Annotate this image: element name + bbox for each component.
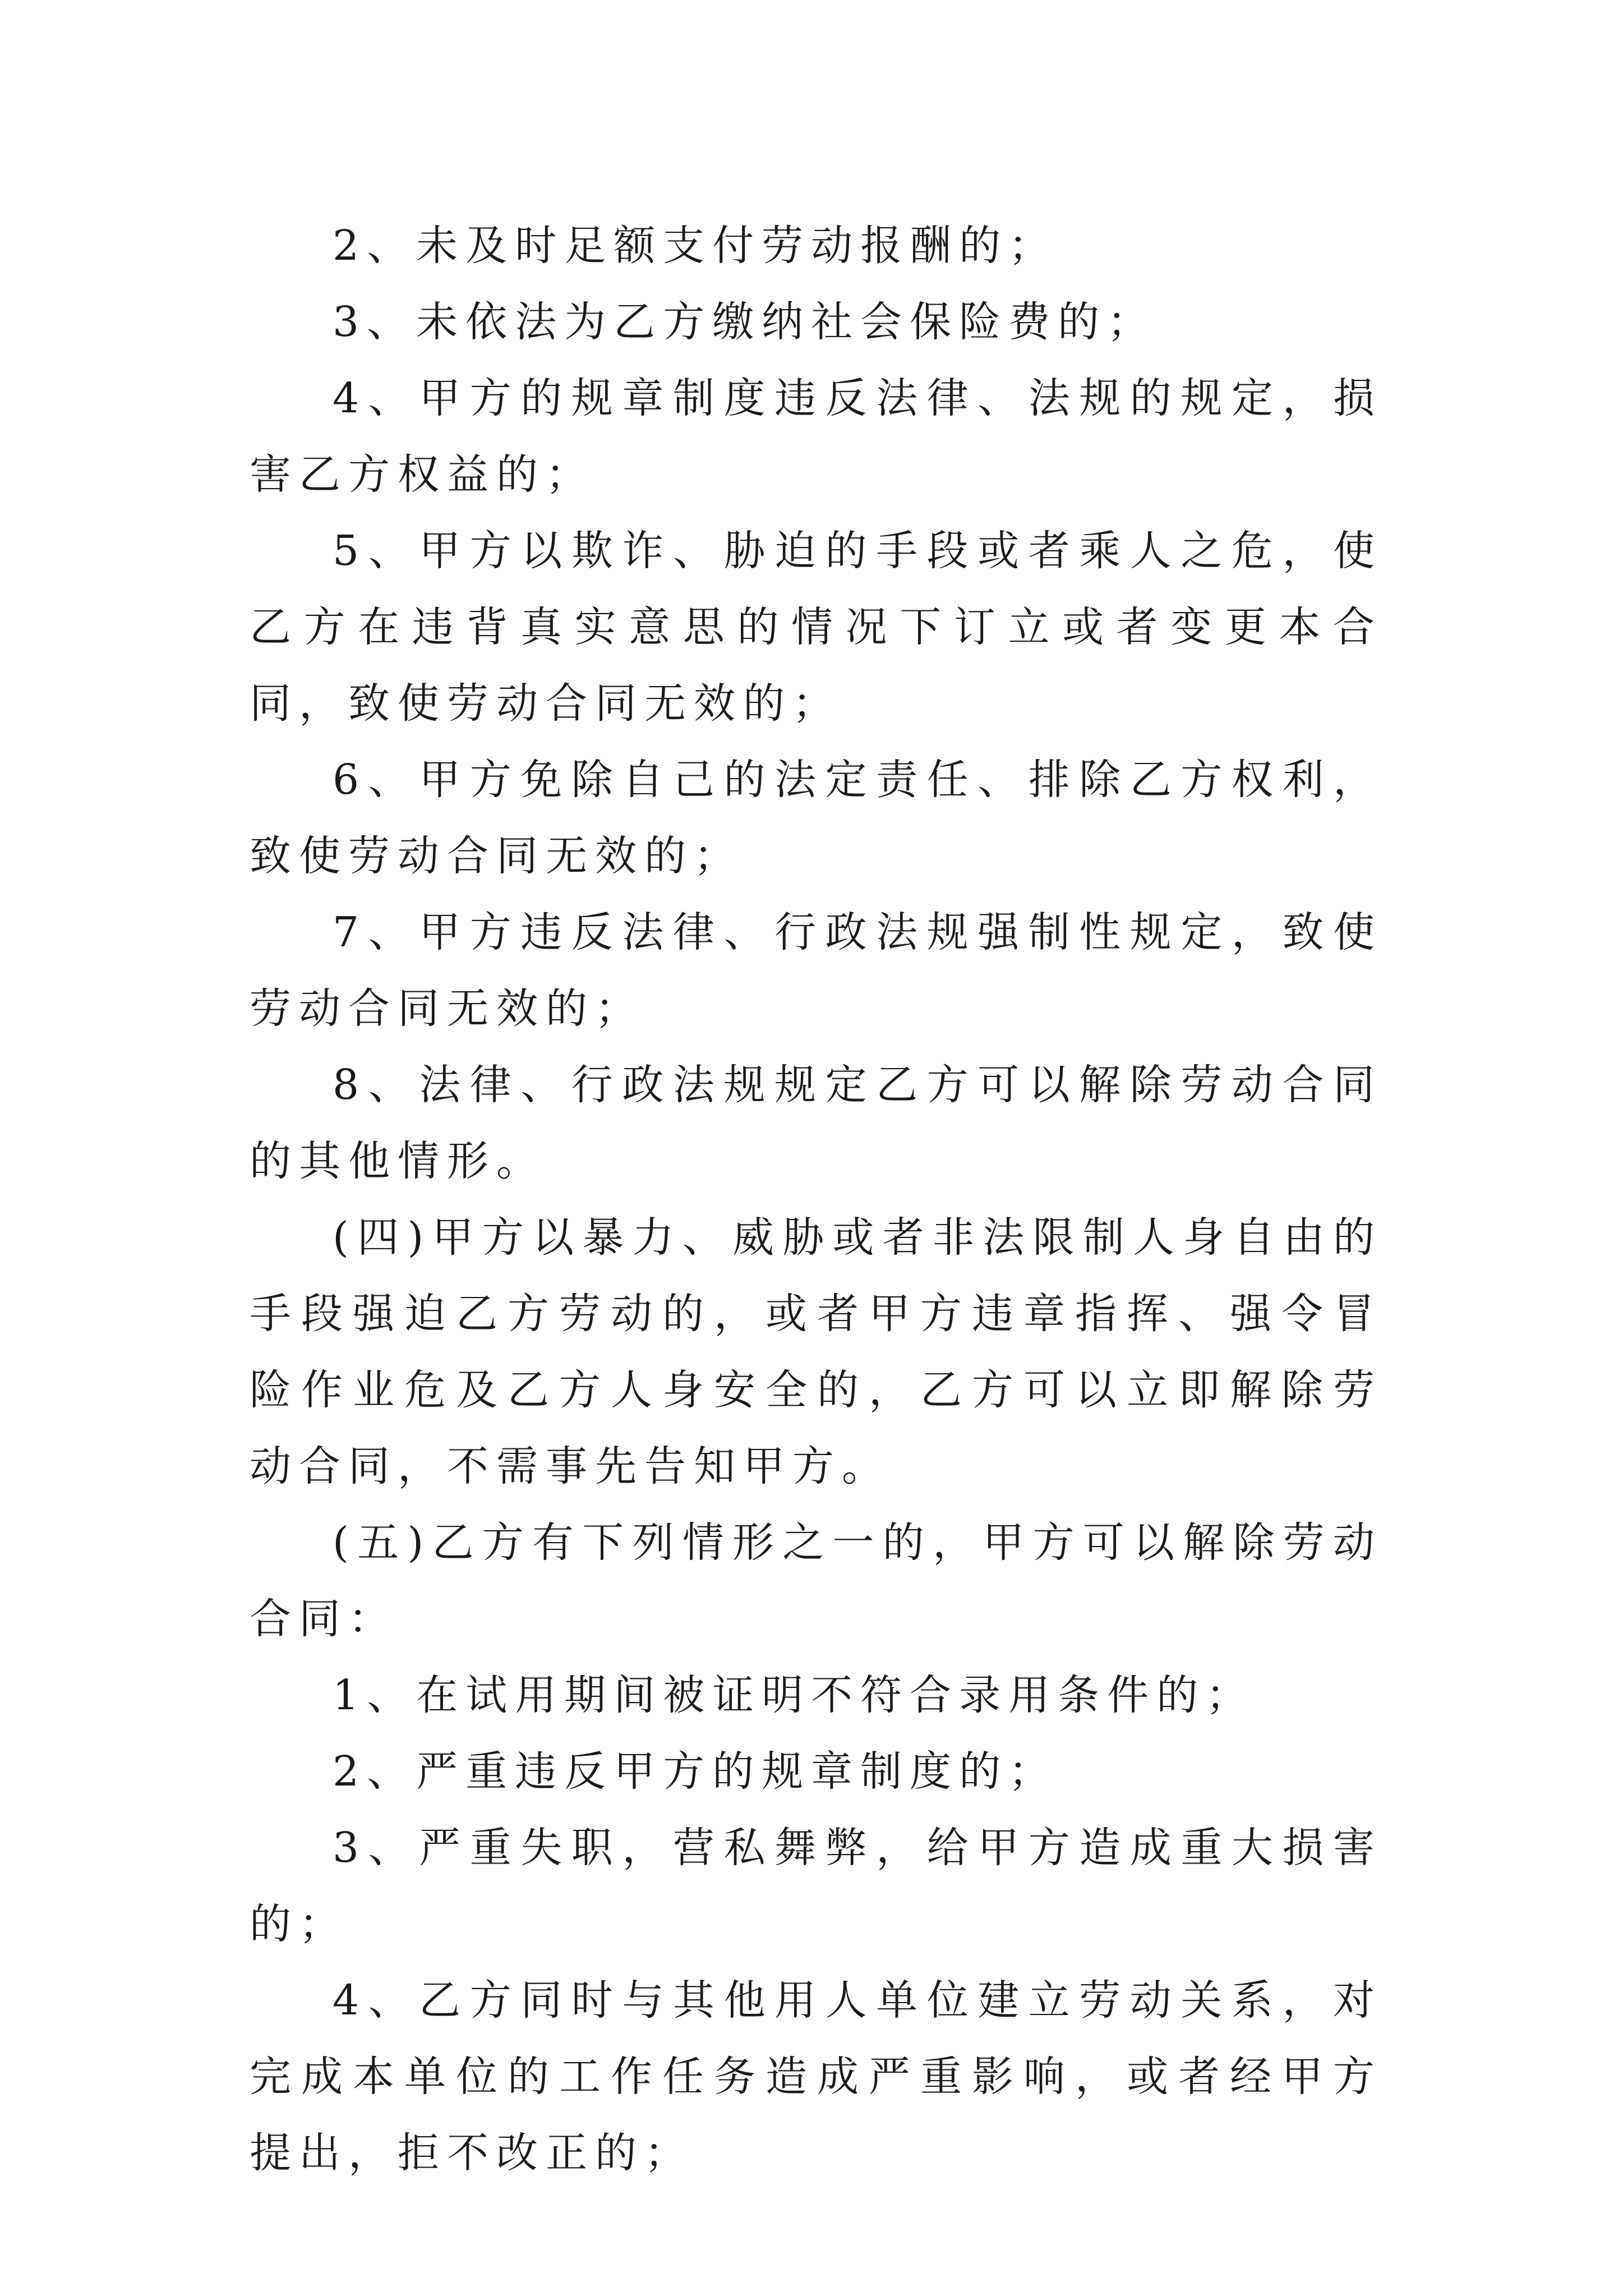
paragraph-12: 3、严重失职，营私舞弊，给甲方造成重大损害的； (250, 1824, 1382, 1948)
paragraph-3: 4、甲方的规章制度违反法律、法规的规定，损害乙方权益的； (250, 374, 1382, 499)
paragraph-6: 7、甲方违反法律、行政法规强制性规定，致使劳动合同无效的； (250, 908, 1382, 1033)
paragraph-5: 6、甲方免除自己的法定责任、排除乙方权利，致使劳动合同无效的； (250, 756, 1382, 880)
paragraph-8: (四)甲方以暴力、威胁或者非法限制人身自由的手段强迫乙方劳动的，或者甲方违章指挥、强令冒险作业危及乙方人身安全的，乙方可以立即解除劳动合同，不需事先告知甲方。 (250, 1213, 1382, 1490)
paragraph-9: (五)乙方有下列情形之一的，甲方可以解除劳动合同： (250, 1519, 1382, 1643)
document-body (250, 208, 1382, 2191)
paragraph-13: 4、乙方同时与其他用人单位建立劳动关系，对完成本单位的工作任务造成严重影响，或者经甲方提出，拒不改正的； (250, 1976, 1382, 2177)
paragraph-1: 2、未及时足额支付劳动报酬的； (333, 222, 1058, 270)
paragraph-7: 8、法律、行政法规规定乙方可以解除劳动合同的其他情形。 (250, 1061, 1382, 1185)
paragraph-11: 2、严重违反甲方的规章制度的； (333, 1747, 1058, 1796)
paragraph-10: 1、在试用期间被证明不符合录用条件的； (333, 1671, 1256, 1719)
paragraph-2: 3、未依法为乙方缴纳社会保险费的； (333, 298, 1157, 346)
paragraph-4: 5、甲方以欺诈、胁迫的手段或者乘人之危，使乙方在违背真实意思的情况下订立或者变更本合同，致使劳动合同无效的； (250, 527, 1382, 728)
